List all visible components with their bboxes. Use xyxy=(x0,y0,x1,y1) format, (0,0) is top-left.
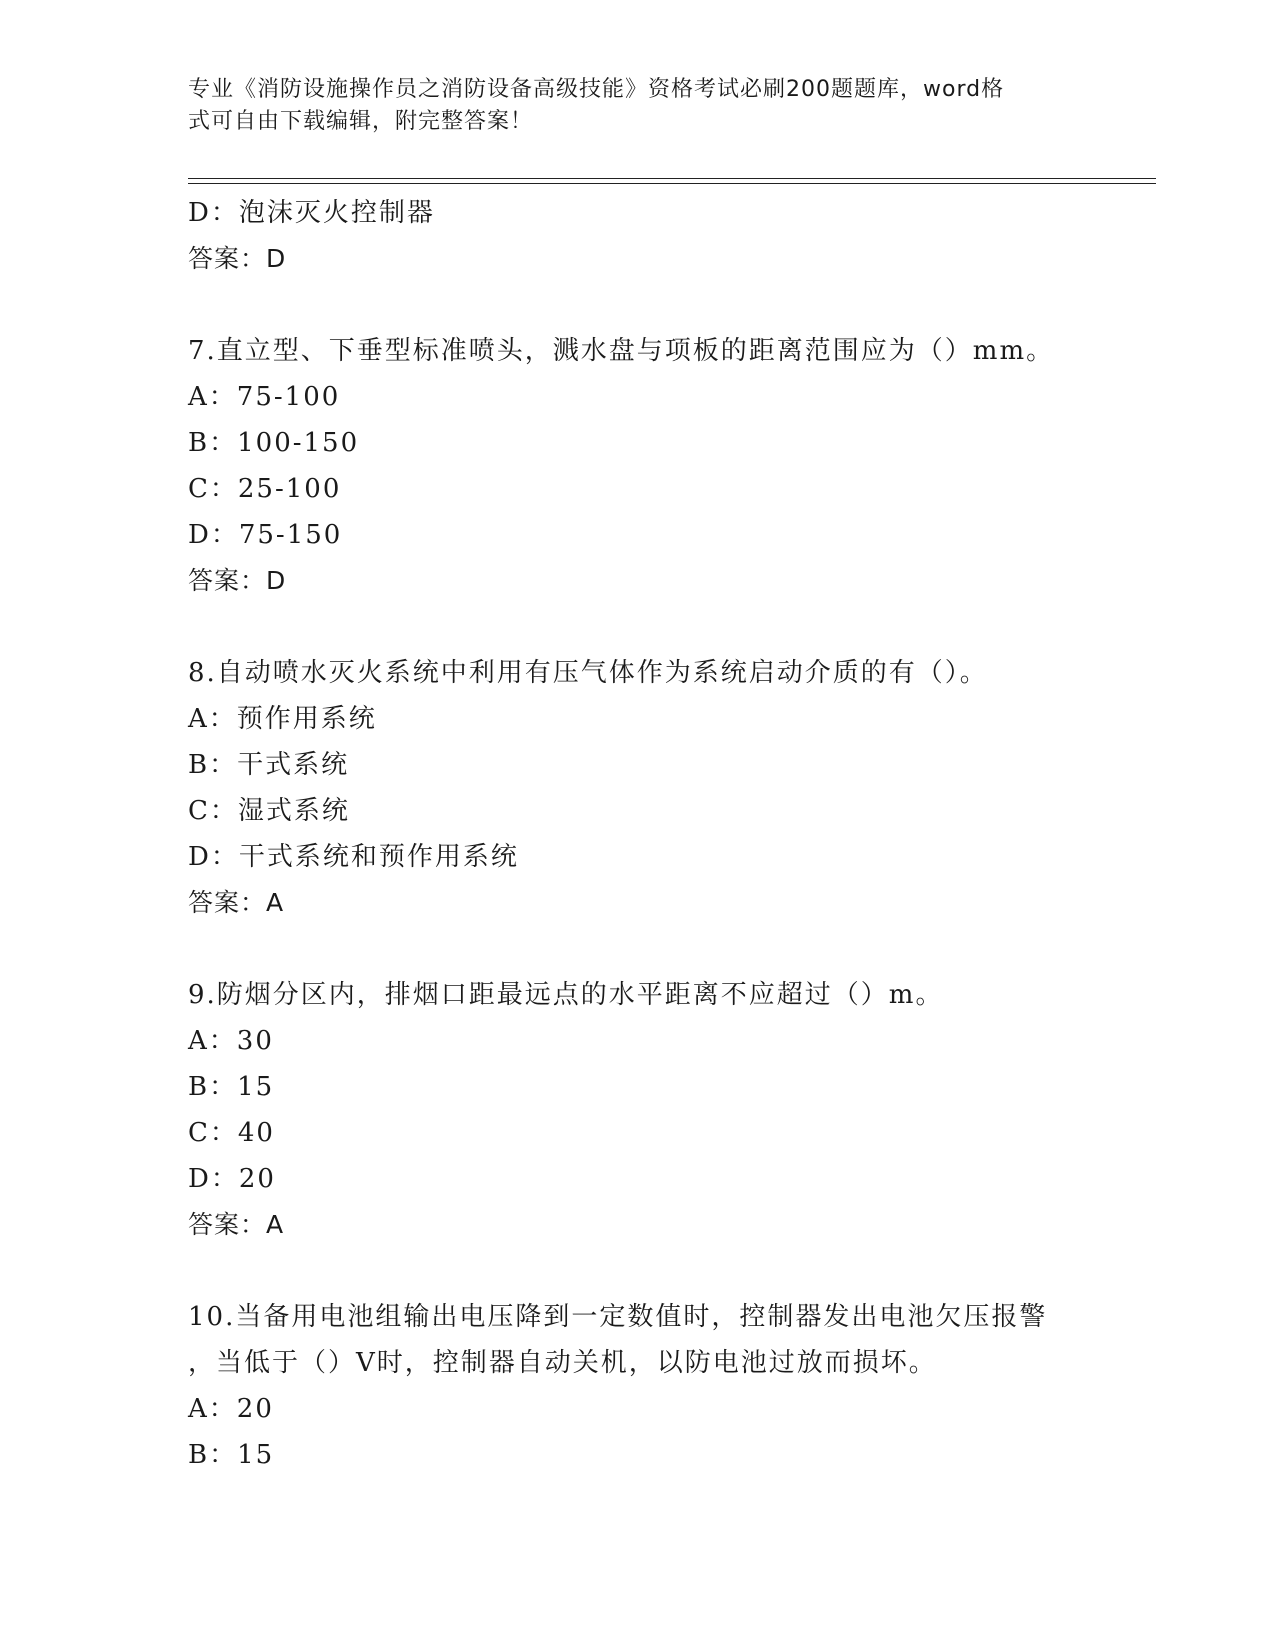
option-b: B：15 xyxy=(188,1072,275,1102)
answer-line: 答案：D xyxy=(188,244,287,273)
option-a: A：30 xyxy=(188,1026,274,1056)
option-d: D：75-150 xyxy=(188,520,343,550)
option-a: A：20 xyxy=(188,1394,274,1424)
option-b: B：15 xyxy=(188,1440,275,1470)
question-7 xyxy=(188,328,1088,604)
answer-line: 答案：D xyxy=(188,566,287,595)
header-divider-bottom xyxy=(188,183,1156,184)
answer-line: 答案：A xyxy=(188,1210,285,1239)
document-header xyxy=(188,74,1068,138)
question-text-line-2: ，当低于（）V时，控制器自动关机，以防电池过放而损坏。 xyxy=(188,1348,937,1378)
option-b: B：干式系统 xyxy=(188,750,350,780)
question-8 xyxy=(188,650,1088,926)
option-c: C：湿式系统 xyxy=(188,796,350,826)
question-text-line-1: 10.当备用电池组输出电压降到一定数值时，控制器发出电池欠压报警 xyxy=(188,1302,1048,1332)
spacer xyxy=(188,926,1088,972)
option-a: A：预作用系统 xyxy=(188,704,377,734)
answer-line: 答案：A xyxy=(188,888,285,917)
option-d: D：20 xyxy=(188,1164,276,1194)
header-line-1: 专业《消防设施操作员之消防设备高级技能》资格考试必刷200题题库，word格 xyxy=(188,77,1005,102)
spacer xyxy=(188,1248,1088,1294)
option-c: C：40 xyxy=(188,1118,275,1148)
option-d: D：干式系统和预作用系统 xyxy=(188,842,519,872)
header-line-2: 式可自由下载编辑，附完整答案！ xyxy=(188,109,534,134)
spacer xyxy=(188,282,1088,328)
question-text: 7.直立型、下垂型标准喷头，溅水盘与项板的距离范围应为（）mm。 xyxy=(188,336,1055,366)
option-c: C：25-100 xyxy=(188,474,342,504)
question-text: 9.防烟分区内，排烟口距最远点的水平距离不应超过（）m。 xyxy=(188,980,944,1010)
question-10 xyxy=(188,1294,1088,1478)
option-a: A：75-100 xyxy=(188,382,341,412)
header-divider-top xyxy=(188,178,1156,179)
question-9 xyxy=(188,972,1088,1248)
question-6-tail xyxy=(188,190,1088,282)
option-d: D：泡沫灭火控制器 xyxy=(188,198,435,228)
spacer xyxy=(188,604,1088,650)
question-list xyxy=(188,190,1088,1478)
option-b: B：100-150 xyxy=(188,428,360,458)
question-text: 8.自动喷水灭火系统中利用有压气体作为系统启动介质的有（）。 xyxy=(188,658,988,688)
